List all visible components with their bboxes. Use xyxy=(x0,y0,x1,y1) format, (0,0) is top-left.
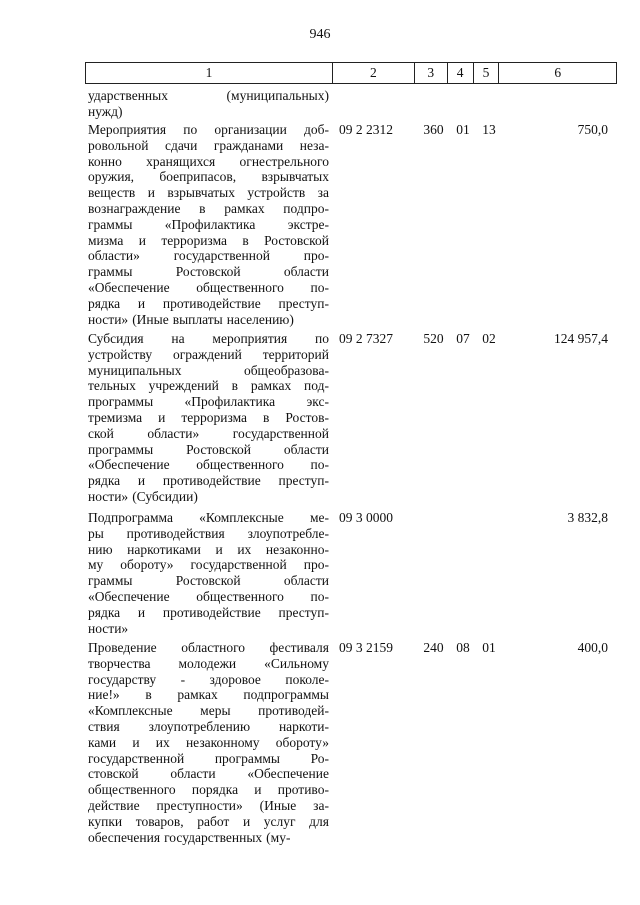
description-line: нию наркотиками и их незаконно- xyxy=(88,541,329,557)
description-line: ности» (Субсидии) xyxy=(88,488,198,504)
description-line: творчества молодежи «Сильному xyxy=(88,655,329,671)
row-description xyxy=(85,510,329,636)
description-line: вознаграждение в рамках подпро- xyxy=(88,200,329,216)
description-line: Проведение областного фестиваля xyxy=(88,640,329,655)
row-section xyxy=(450,510,476,636)
description-line: оружия, боеприпасов, взрывчатых xyxy=(88,169,329,185)
row-description xyxy=(85,122,329,327)
row-target-code: 09 2 2312 xyxy=(339,122,393,137)
description-line: рядка и противодействие преступ- xyxy=(88,604,329,620)
description-line: веществ и взрывчатых устройств за xyxy=(88,185,329,201)
description-line: «Комплексные меры противодей- xyxy=(88,703,329,719)
description-line: ской области» государственной xyxy=(88,425,329,441)
row-description xyxy=(85,640,329,845)
description-line: ровольной сдачи гражданами неза- xyxy=(88,137,329,153)
description-line: государству - здоровое поколе- xyxy=(88,671,329,687)
header-col-3: 3 xyxy=(414,63,447,83)
description-line: программы «Профилактика экс- xyxy=(88,394,329,410)
row-amount: 124 957,4 xyxy=(554,331,608,346)
row-section: 01 xyxy=(456,122,470,137)
row-subsection: 02 xyxy=(482,331,496,346)
description-line: му обороту» государственной про- xyxy=(88,557,329,573)
row-subsection xyxy=(476,88,502,120)
row-expense-type: 520 xyxy=(423,331,444,346)
row-target-code: 09 2 7327 xyxy=(339,331,393,346)
row-target-code: 09 3 2159 xyxy=(339,640,393,655)
description-line: ры противодействия злоупотребле- xyxy=(88,525,329,541)
row-expense-type xyxy=(417,88,450,120)
description-line: тельных учреждений в рамках под- xyxy=(88,378,329,394)
description-line: конно хранящихся огнестрельного xyxy=(88,153,329,169)
description-line: граммы Ростовской области xyxy=(88,573,329,589)
page-number: 946 xyxy=(309,27,331,42)
row-expense-type: 360 xyxy=(423,122,444,137)
description-line: устройству ограждений территорий xyxy=(88,346,329,362)
row-subsection: 01 xyxy=(482,640,496,655)
description-line: «Обеспечение общественного по- xyxy=(88,588,329,604)
description-line: ности» (Иные выплаты населению) xyxy=(88,311,294,327)
row-section: 08 xyxy=(456,640,470,655)
table-row xyxy=(85,640,620,845)
description-line: рядка и противодействие преступ- xyxy=(88,473,329,489)
description-line: ками и их незаконному обороту» xyxy=(88,734,329,750)
row-subsection xyxy=(476,510,502,636)
table-row xyxy=(85,510,620,636)
description-line: программы Ростовской области xyxy=(88,441,329,457)
header-col-1: 1 xyxy=(205,65,213,80)
description-line: ние!» в рамках подпрограммы xyxy=(88,687,329,703)
description-line: ствия злоупотреблению наркоти- xyxy=(88,718,329,734)
description-line: Мероприятия по организации доб- xyxy=(88,122,329,137)
description-line: обеспечения государственных (му- xyxy=(88,829,291,845)
row-target-code xyxy=(335,88,417,120)
header-col-6: 6 xyxy=(498,63,616,83)
description-line: «Обеспечение общественного по- xyxy=(88,457,329,473)
description-line: граммы Ростовской области xyxy=(88,264,329,280)
description-line: области» государственной про- xyxy=(88,248,329,264)
description-line: мизма и терроризма в Ростовской xyxy=(88,232,329,248)
budget-table xyxy=(85,62,617,845)
header-col-2: 2 xyxy=(332,63,414,83)
description-line: Подпрограмма «Комплексные ме- xyxy=(88,510,329,525)
description-line: рядка и противодействие преступ- xyxy=(88,295,329,311)
table-row xyxy=(85,88,620,120)
row-amount: 750,0 xyxy=(577,122,608,137)
description-line: общественного порядка и противо- xyxy=(88,782,329,798)
row-expense-type: 240 xyxy=(423,640,444,655)
description-line: купки товаров, работ и услуг для xyxy=(88,813,329,829)
table-row xyxy=(85,122,620,327)
description-line: граммы «Профилактика экстре- xyxy=(88,216,329,232)
table-row xyxy=(85,331,620,505)
description-line: «Обеспечение общественного по- xyxy=(88,279,329,295)
row-description xyxy=(85,331,329,505)
header-col-4: 4 xyxy=(447,63,473,83)
description-line: государственной программы Ро- xyxy=(88,750,329,766)
row-amount: 400,0 xyxy=(577,640,608,655)
description-line: Субсидия на мероприятия по xyxy=(88,331,329,346)
header-col-5: 5 xyxy=(473,63,499,83)
description-line: действие преступности» (Иные за- xyxy=(88,797,329,813)
description-line: стовской области «Обеспечение xyxy=(88,766,329,782)
row-target-code: 09 3 0000 xyxy=(339,510,393,525)
description-line: нужд) xyxy=(88,103,123,119)
row-section: 07 xyxy=(456,331,470,346)
row-description xyxy=(85,88,329,120)
row-amount: 3 832,8 xyxy=(567,510,608,525)
table-header xyxy=(85,62,617,84)
description-line: ударственных (муниципальных) xyxy=(88,88,329,103)
description-line: ности» xyxy=(88,620,129,636)
description-line: муниципальных общеобразова- xyxy=(88,362,329,378)
description-line: тремизма и терроризма в Ростов- xyxy=(88,409,329,425)
row-section xyxy=(450,88,476,120)
row-subsection: 13 xyxy=(482,122,496,137)
row-amount xyxy=(502,88,620,120)
row-expense-type xyxy=(417,510,450,636)
